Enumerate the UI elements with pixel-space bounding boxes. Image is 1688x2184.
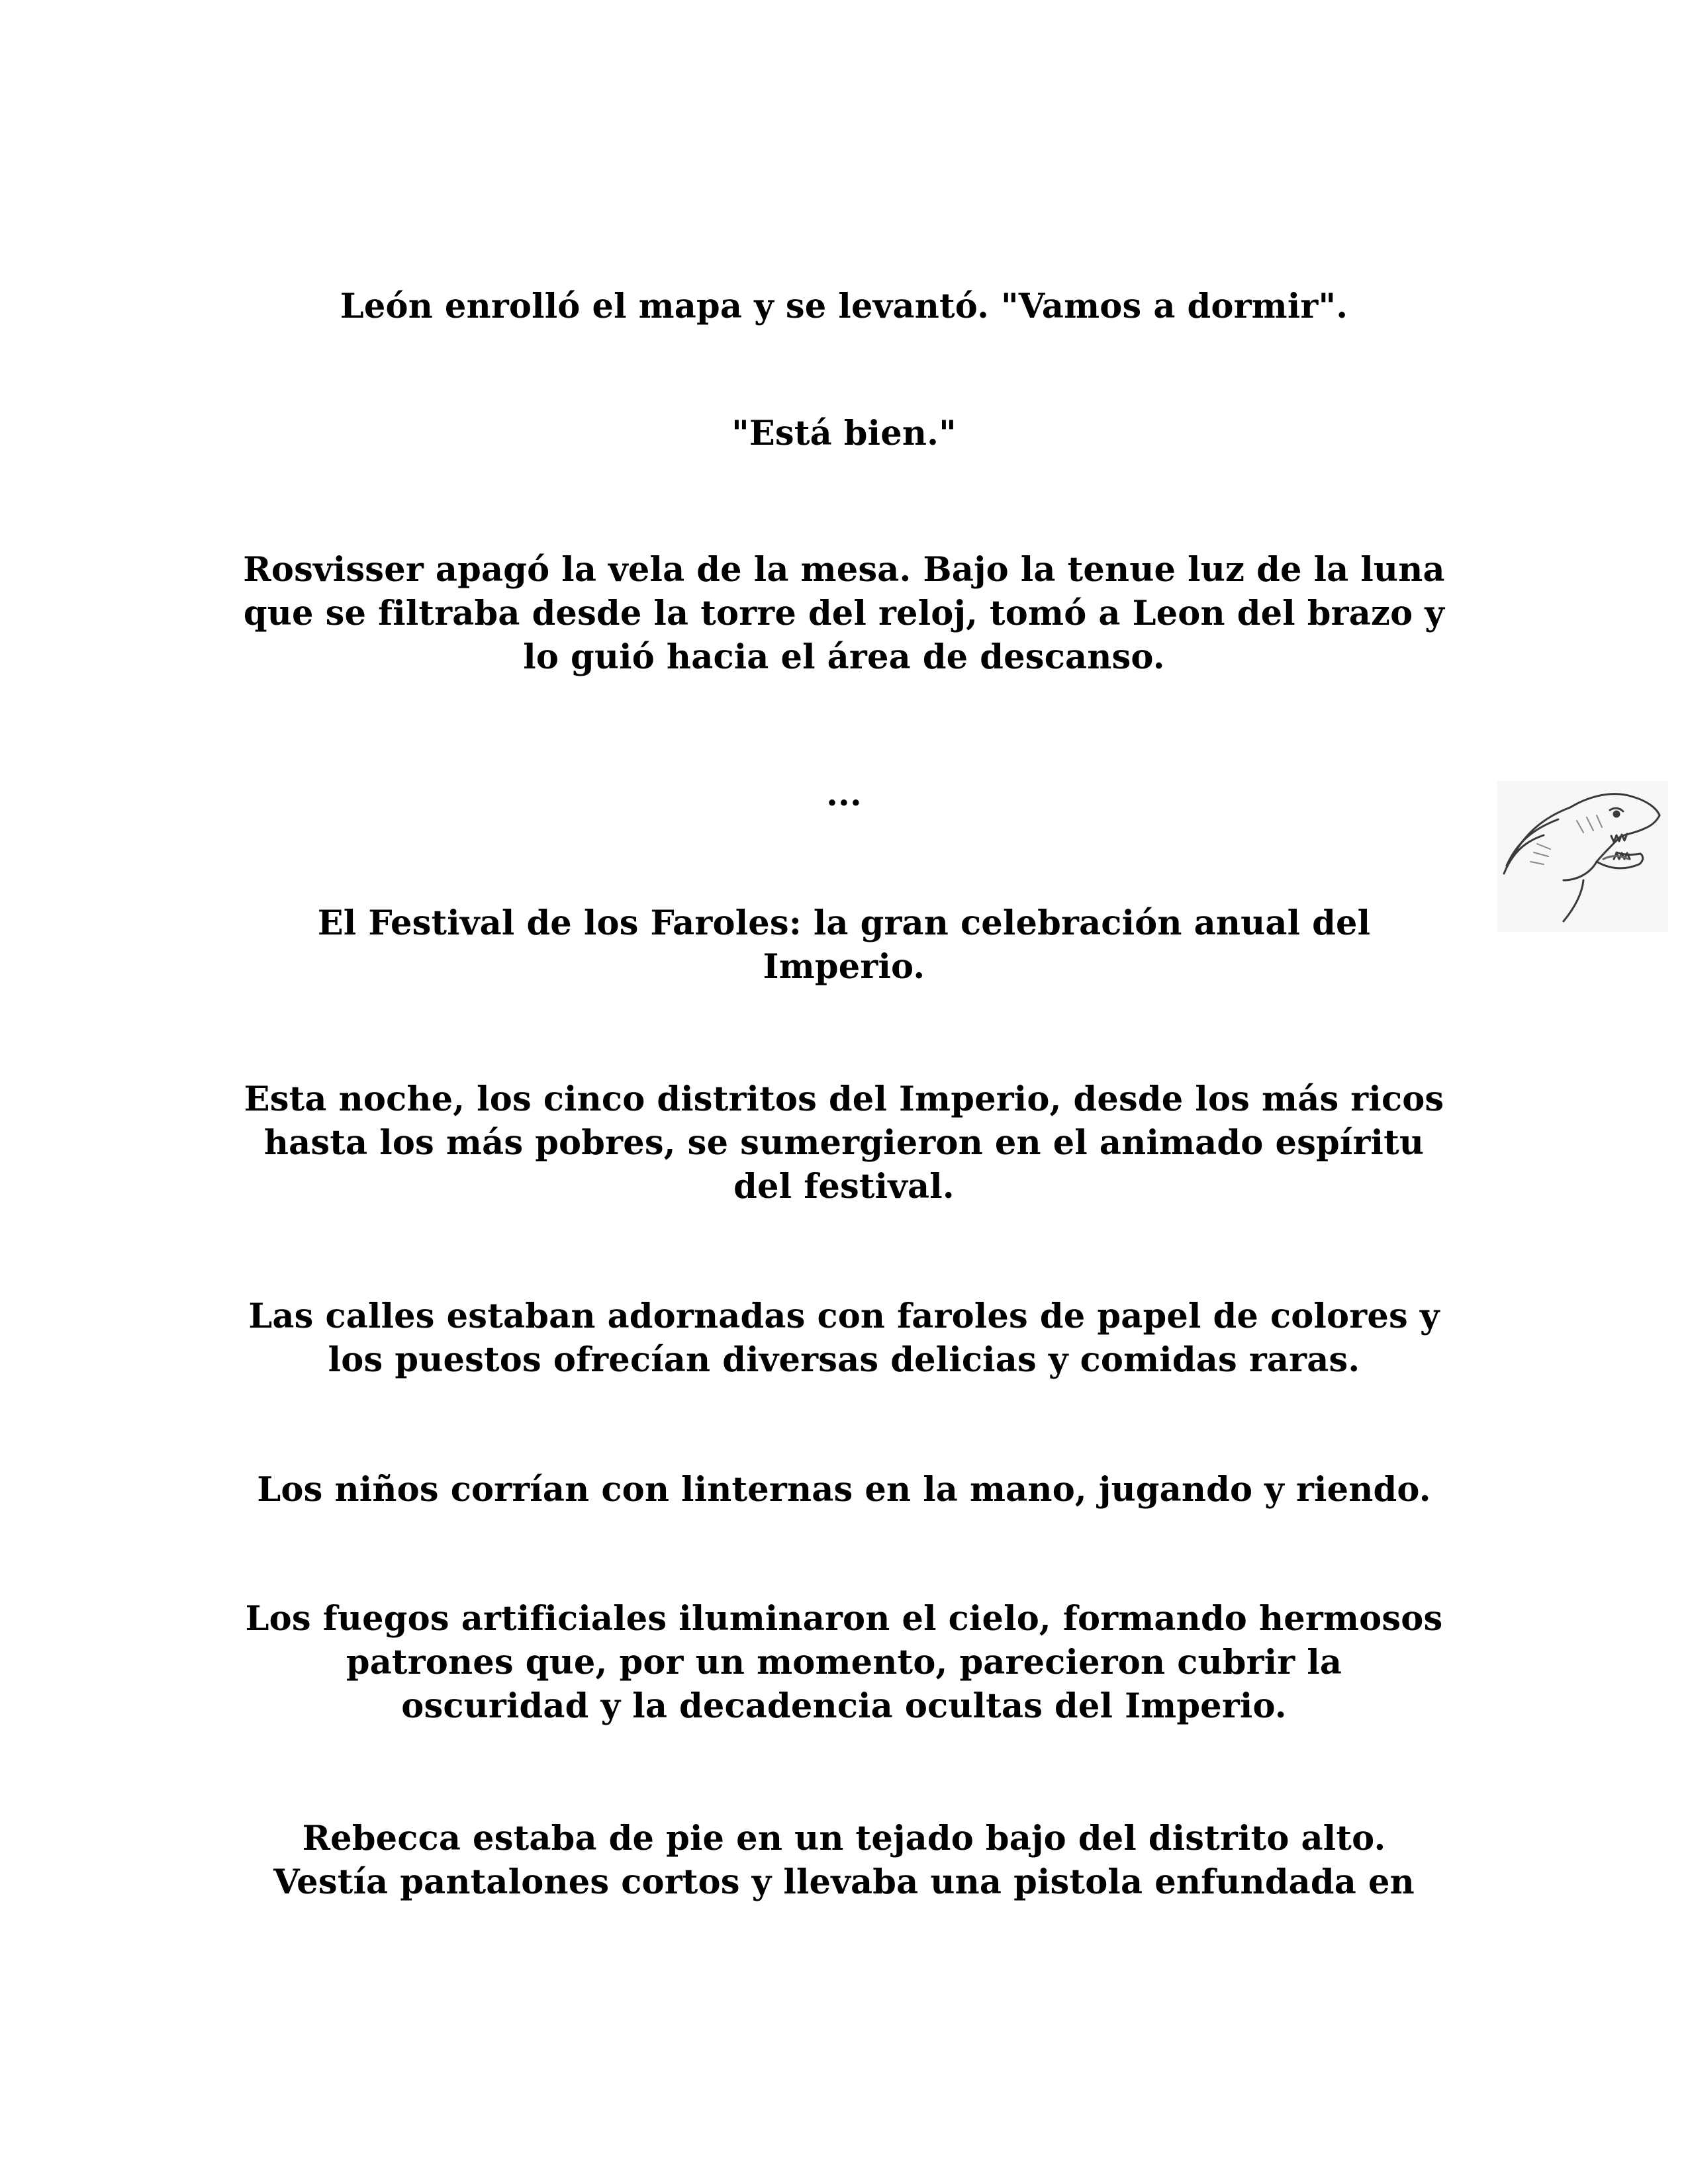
paragraph-10: Rebecca estaba de pie en un tejado bajo del distrito alto. Vestía pantalones cortos y llevaba una pistola enfundada en: [273, 1819, 1415, 1902]
dinosaur-sketch-icon: [1497, 781, 1668, 932]
paragraph-6: Esta noche, los cinco distritos del Imperio, desde los más ricos hasta los más pobres, se sumergieron en el animado espíritu del festival.: [244, 1079, 1444, 1206]
paragraph-3: Rosvisser apagó la vela de la mesa. Bajo la tenue luz de la luna que se filtraba desde la torre del reloj, tomó a Leon del brazo y lo guió hacia el área de descanso.: [243, 550, 1445, 677]
scene-break: ...: [826, 774, 862, 814]
paragraph-2: "Está bien.": [731, 414, 957, 453]
paragraph-9: Los fuegos artificiales iluminaron el cielo, formando hermosos patrones que, por un momento, parecieron cubrir la oscuridad y la decadencia ocultas del Imperio.: [245, 1599, 1443, 1726]
paragraph-8: Los niños corrían con linternas en la mano, jugando y riendo.: [257, 1470, 1431, 1510]
paragraph-5: El Festival de los Faroles: la gran celebración anual del Imperio.: [317, 903, 1371, 987]
paragraph-1: León enrolló el mapa y se levantó. "Vamos a dormir".: [340, 287, 1348, 326]
paragraph-7: Las calles estaban adornadas con faroles de papel de colores y los puestos ofrecían diversas delicias y comidas raras.: [248, 1297, 1440, 1380]
